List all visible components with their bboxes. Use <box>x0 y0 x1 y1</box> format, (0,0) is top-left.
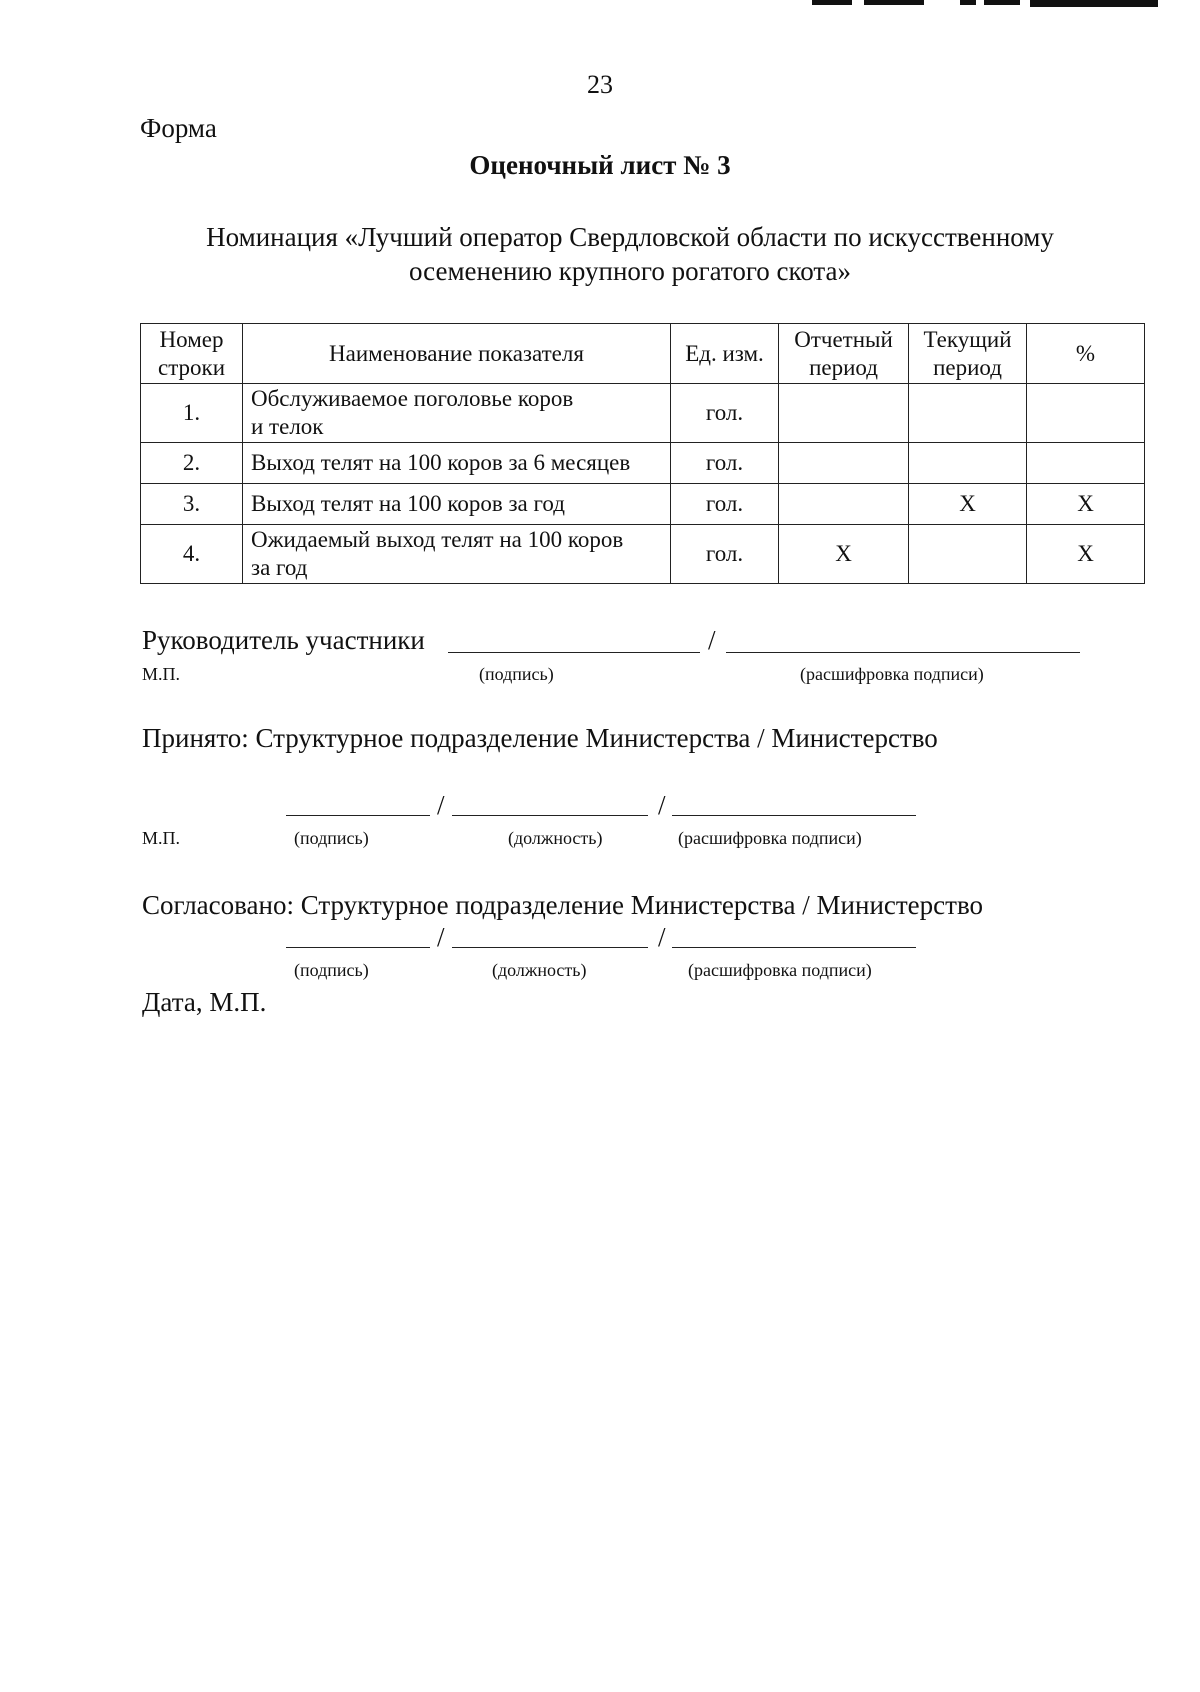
accepted-mp: М.П. <box>142 828 181 848</box>
row-current-period[interactable] <box>909 525 1027 584</box>
agreed-decoding-caption: (расшифровка подписи) <box>688 960 872 980</box>
agreed-slash: / <box>658 922 666 952</box>
row-unit: гол. <box>671 443 779 484</box>
row-percent: X <box>1027 484 1145 525</box>
table-header-row <box>141 324 1145 384</box>
row-percent[interactable] <box>1027 384 1145 443</box>
head-slash: / <box>708 625 716 655</box>
row-number: 2. <box>141 443 243 484</box>
head-signature-field[interactable] <box>448 652 700 653</box>
sheet-title: Оценочный лист № 3 <box>469 150 731 180</box>
accepted-signature-caption: (подпись) <box>294 828 369 848</box>
scan-mark <box>864 0 924 5</box>
page-number: 23 <box>587 70 613 99</box>
table-row <box>141 443 1145 484</box>
head-mp: М.П. <box>142 664 181 684</box>
agreed-position-field[interactable] <box>452 947 648 948</box>
nomination-line-1: Номинация «Лучший оператор Свердловской области по искусственному <box>206 222 1054 252</box>
table-row <box>141 384 1145 443</box>
agreed-decoding-field[interactable] <box>672 947 916 948</box>
evaluation-table <box>140 323 1145 584</box>
row-indicator: Обслуживаемое поголовье коров и телок <box>243 384 671 443</box>
accepted-position-field[interactable] <box>452 815 648 816</box>
row-unit: гол. <box>671 484 779 525</box>
row-indicator: Выход телят на 100 коров за год <box>243 484 671 525</box>
row-reporting-period[interactable] <box>779 443 909 484</box>
scan-mark <box>812 0 852 5</box>
header-reporting-period: Отчетный период <box>779 324 909 384</box>
agreed-signature-caption: (подпись) <box>294 960 369 980</box>
row-number: 1. <box>141 384 243 443</box>
accepted-decoding-field[interactable] <box>672 815 916 816</box>
scan-mark <box>960 0 976 5</box>
row-indicator: Ожидаемый выход телят на 100 коров за год <box>243 525 671 584</box>
head-signature-caption: (подпись) <box>479 664 554 684</box>
date-label: Дата, М.П. <box>142 987 267 1017</box>
header-indicator: Наименование показателя <box>243 324 671 384</box>
row-current-period[interactable] <box>909 443 1027 484</box>
head-decoding-field[interactable] <box>726 652 1080 653</box>
head-decoding-caption: (расшифровка подписи) <box>800 664 984 684</box>
nomination-line-2: осеменению крупного рогатого скота» <box>408 256 852 286</box>
accepted-label: Принято: Структурное подразделение Министерства / Министерство <box>142 723 938 753</box>
agreed-signature-field[interactable] <box>286 947 430 948</box>
row-percent: X <box>1027 525 1145 584</box>
row-percent[interactable] <box>1027 443 1145 484</box>
row-reporting-period[interactable] <box>779 384 909 443</box>
row-number: 3. <box>141 484 243 525</box>
row-unit: гол. <box>671 384 779 443</box>
head-label: Руководитель участники <box>142 625 425 655</box>
agreed-slash: / <box>437 922 445 952</box>
header-percent: % <box>1027 324 1145 384</box>
agreed-label: Согласовано: Структурное подразделение Министерства / Министерство <box>142 890 984 920</box>
accepted-slash: / <box>437 790 445 820</box>
form-label: Форма <box>140 113 217 143</box>
accepted-slash: / <box>658 790 666 820</box>
row-reporting-period[interactable] <box>779 484 909 525</box>
row-current-period: X <box>909 484 1027 525</box>
row-reporting-period: X <box>779 525 909 584</box>
table-row <box>141 484 1145 525</box>
row-current-period[interactable] <box>909 384 1027 443</box>
header-unit: Ед. изм. <box>671 324 779 384</box>
scan-mark <box>1030 0 1158 7</box>
row-unit: гол. <box>671 525 779 584</box>
header-row-number: Номер строки <box>141 324 243 384</box>
table-row <box>141 525 1145 584</box>
header-current-period: Текущий период <box>909 324 1027 384</box>
row-number: 4. <box>141 525 243 584</box>
accepted-signature-field[interactable] <box>286 815 430 816</box>
agreed-position-caption: (должность) <box>492 960 587 980</box>
nomination-text <box>140 220 1120 288</box>
row-indicator: Выход телят на 100 коров за 6 месяцев <box>243 443 671 484</box>
accepted-position-caption: (должность) <box>508 828 603 848</box>
accepted-decoding-caption: (расшифровка подписи) <box>678 828 862 848</box>
scan-mark <box>984 0 1020 5</box>
